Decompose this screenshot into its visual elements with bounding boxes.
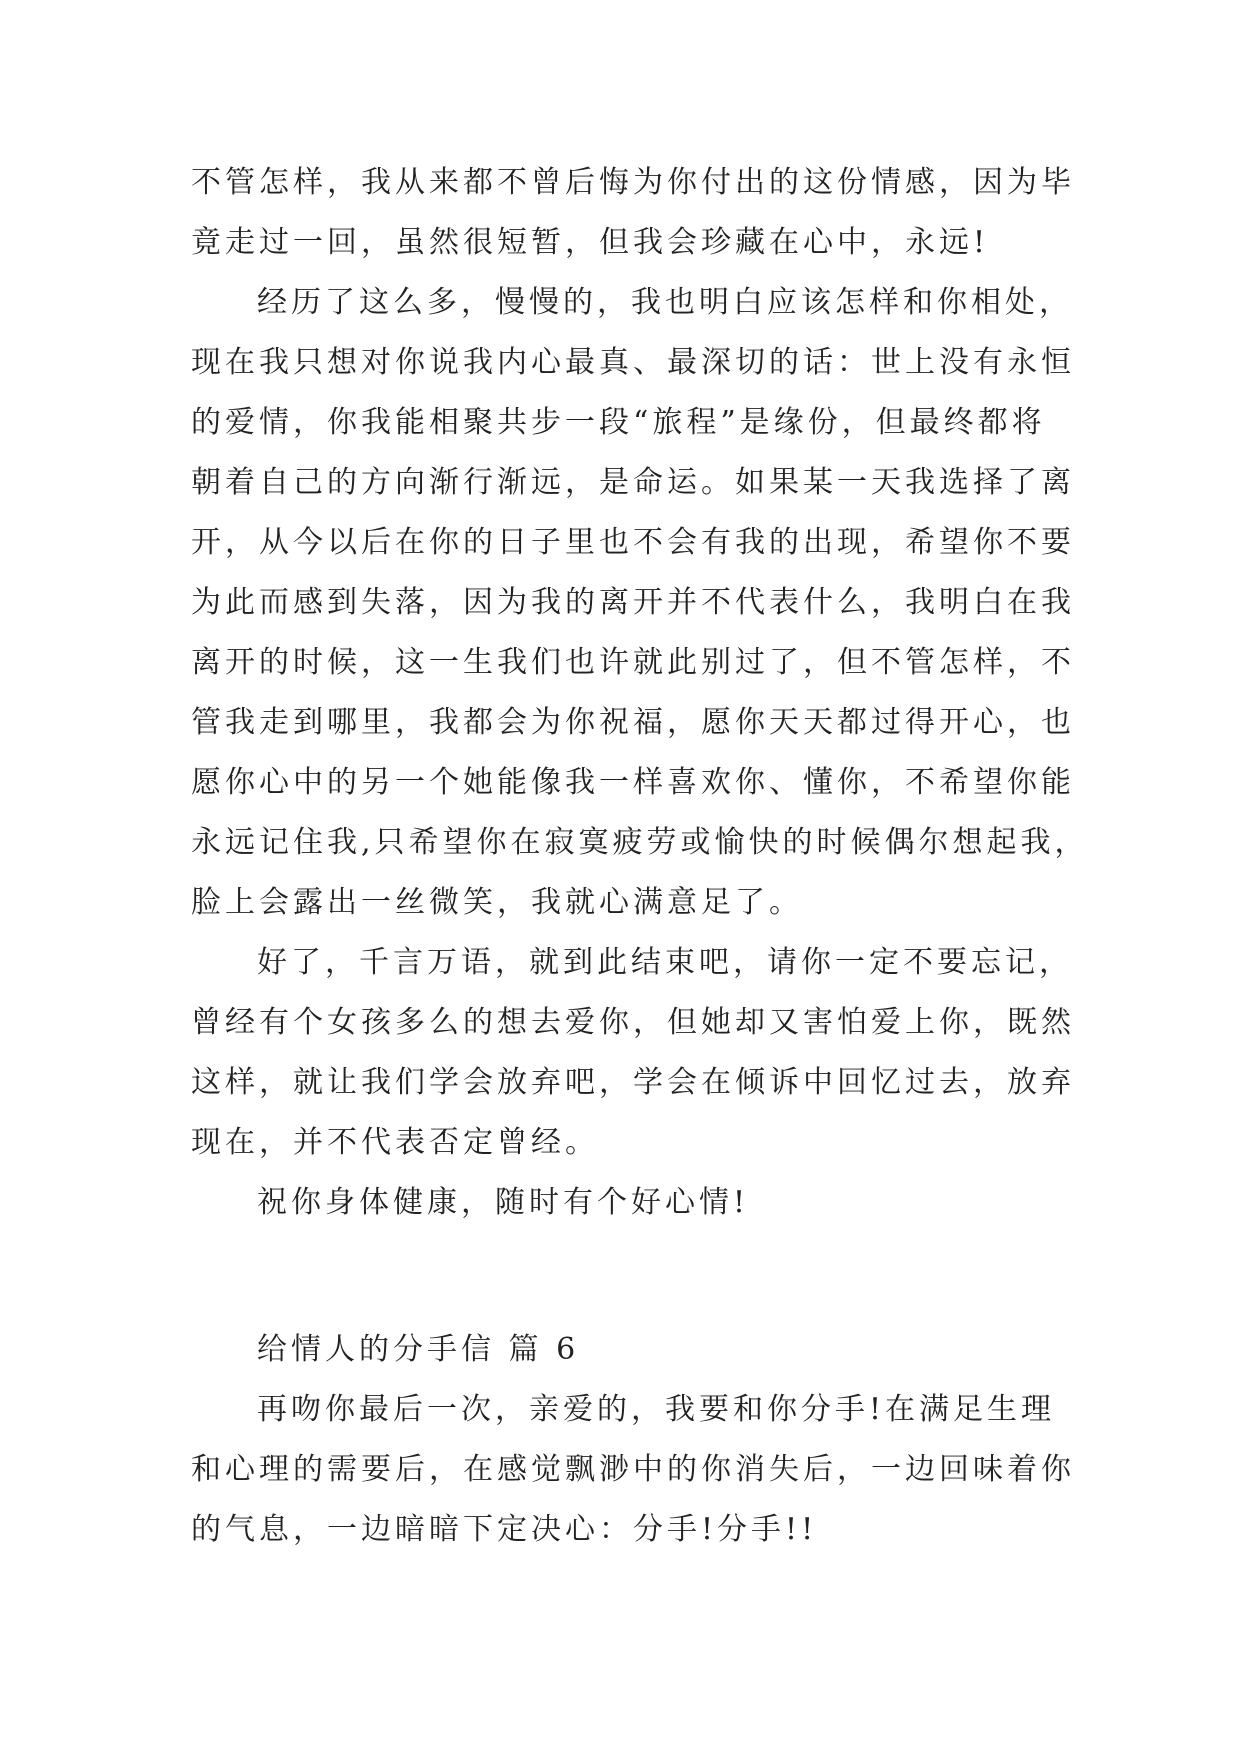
paragraph-3 (191, 933, 1075, 1173)
text-line: 现在，并不代表否定曾经。 (191, 1125, 599, 1160)
section-heading: 给情人的分手信 篇 6 (257, 1332, 580, 1367)
paragraph-1 (191, 153, 1075, 273)
text-line: 朝着自己的方向渐行渐远，是命运。如果某一天我选择了离 (191, 465, 1075, 500)
text-line: 竟走过一回，虽然很短暂，但我会珍藏在心中，永远! (191, 225, 990, 260)
text-line: 管我走到哪里，我都会为你祝福，愿你天天都过得开心，也 (191, 705, 1075, 740)
text-line: 脸上会露出一丝微笑，我就心满意足了。 (191, 885, 803, 920)
letter-body-part-1 (191, 153, 1089, 1233)
text-line: 和心理的需要后，在感觉飘渺中的你消失后，一边回味着你 (191, 1452, 1075, 1487)
text-line: 的爱情，你我能相聚共步一段“旅程”是缘份，但最终都将 (191, 405, 1046, 440)
text-line: 的气息，一边暗暗下定决心：分手!分手!! (191, 1512, 818, 1547)
text-line: 为此而感到失落，因为我的离开并不代表什么，我明白在我 (191, 585, 1075, 620)
text-line: 离开的时候，这一生我们也许就此别过了，但不管怎样，不 (191, 645, 1075, 680)
text-line: 曾经有个女孩多么的想去爱你，但她却又害怕爱上你，既然 (191, 1005, 1075, 1040)
text-line: 开，从今以后在你的日子里也不会有我的出现，希望你不要 (191, 525, 1075, 560)
text-line: 现在我只想对你说我内心最真、最深切的话：世上没有永恒 (191, 345, 1075, 380)
text-line: 这样，就让我们学会放弃吧，学会在倾诉中回忆过去，放弃 (191, 1065, 1075, 1100)
paragraph-5 (191, 1380, 1075, 1560)
letter-body-part-2 (191, 1380, 1075, 1560)
text-line: 再吻你最后一次，亲爱的，我要和你分手!在满足生理 (257, 1392, 1056, 1427)
text-line: 好了，千言万语，就到此结束吧，请你一定不要忘记， (257, 945, 1073, 980)
text-line: 不管怎样，我从来都不曾后悔为你付出的这份情感，因为毕 (191, 165, 1075, 200)
text-line: 经历了这么多，慢慢的，我也明白应该怎样和你相处， (257, 285, 1073, 320)
text-line: 永远记住我,只希望你在寂寞疲劳或愉快的时候偶尔想起我， (191, 825, 1089, 860)
paragraph-4 (191, 1173, 1061, 1233)
text-line: 愿你心中的另一个她能像我一样喜欢你、懂你，不希望你能 (191, 765, 1075, 800)
paragraph-2 (191, 273, 1089, 933)
text-line: 祝你身体健康，随时有个好心情! (257, 1185, 750, 1220)
